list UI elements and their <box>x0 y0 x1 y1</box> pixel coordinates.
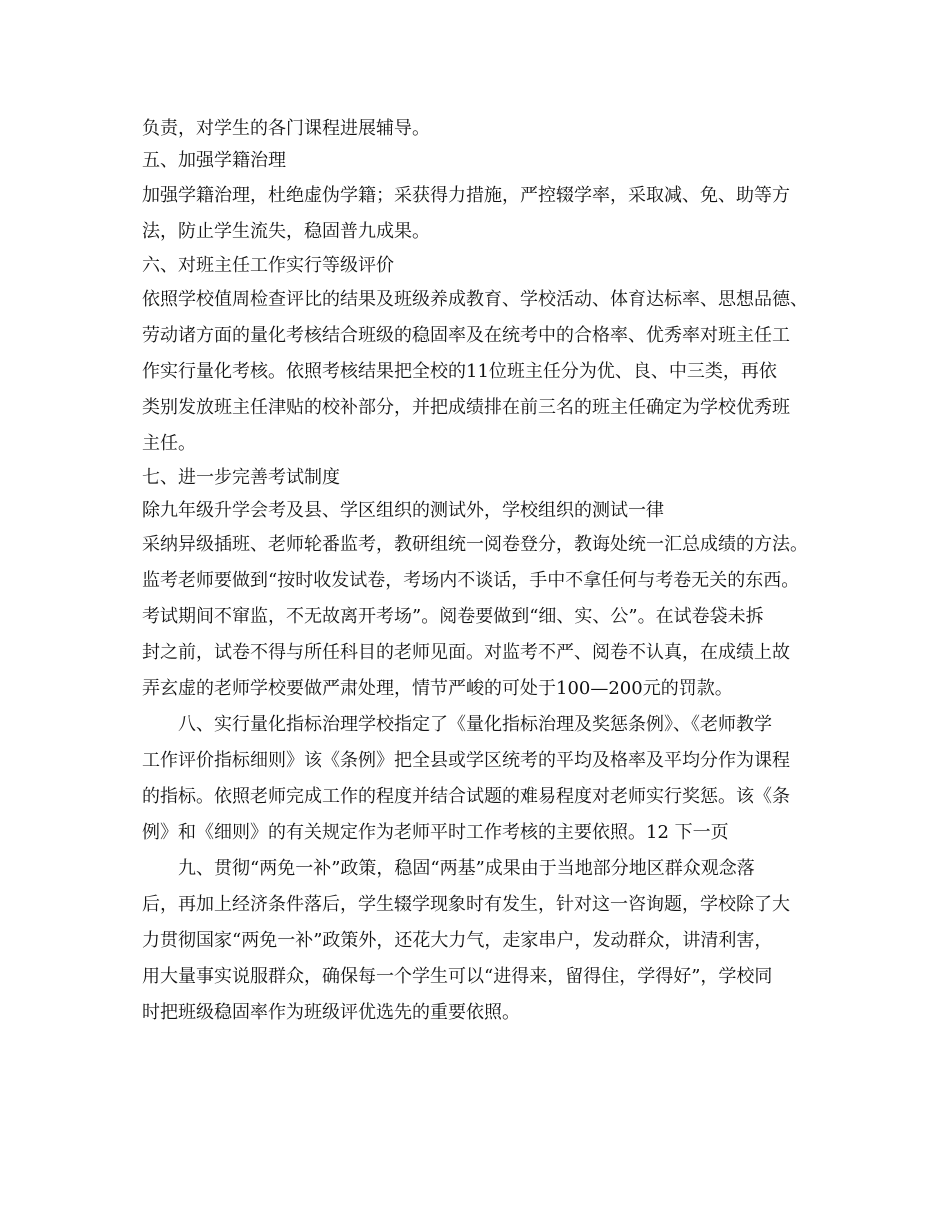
text-line: 的指标。依照老师完成工作的程度并结合试题的难易程度对老师实行奖惩。该《条 <box>142 785 790 807</box>
text-line: 作实行量化考核。依照考核结果把全校的11位班主任分为优、良、中三类，再依 <box>142 361 777 383</box>
text-line: 除九年级升学会考及县、学区组织的测试外，学校组织的测试一律 <box>142 499 664 521</box>
text-line: 工作评价指标细则》该《条例》把全县或学区统考的平均及格率及平均分作为课程 <box>142 749 790 771</box>
text-line: 法，防止学生流失，稳固普九成果。 <box>142 220 430 242</box>
text-line: 后，再加上经济条件落后，学生辍学现象时有发生，针对这一咨询题，学校除了大 <box>142 893 790 915</box>
text-line: 采纳异级插班、老师轮番监考，教研组统一阅卷登分，教诲处统一汇总成绩的方法。 <box>142 533 808 555</box>
text-line: 依照学校值周检查评比的结果及班级养成教育、学校活动、体育达标率、思想品德、 <box>142 289 808 311</box>
text-line: 时把班级稳固率作为班级评优选先的重要依照。 <box>142 1001 520 1023</box>
text-line: 用大量事实说服群众，确保每一个学生可以“进得来，留得住，学得好”，学校同 <box>142 965 773 987</box>
section-heading: 七、进一步完善考试制度 <box>142 467 340 489</box>
text-line: 监考老师要做到“按时收发试卷，考场内不谈话，手中不拿任何与考卷无关的东西。 <box>142 569 800 591</box>
text-line: 力贯彻国家“两免一补”政策外，还花大力气，走家串户，发动群众，讲清利害， <box>142 929 773 951</box>
text-line: 劳动诸方面的量化考核结合班级的稳固率及在统考中的合格率、优秀率对班主任工 <box>142 325 790 347</box>
text-line: 负责，对学生的各门课程进展辅导。 <box>142 118 430 139</box>
text-line: 封之前，试卷不得与所任科目的老师见面。对监考不严、阅卷不认真，在成绩上故 <box>142 641 790 663</box>
section-paragraph-start: 八、实行量化指标治理学校指定了《量化指标治理及奖惩条例》、《老师教学 <box>178 713 772 735</box>
section-heading: 五、加强学籍治理 <box>142 150 286 172</box>
text-line: 弄玄虚的老师学校要做严肃处理，情节严峻的可处于100—200元的罚款。 <box>142 677 733 699</box>
text-line: 例》和《细则》的有关规定作为老师平时工作考核的主要依照。12 下一页 <box>142 821 729 843</box>
text-line: 主任。 <box>142 433 196 455</box>
text-line: 考试期间不窜监，不无故离开考场”。阅卷要做到“细、实、公”。在试卷袋未拆 <box>142 605 764 627</box>
section-paragraph-start: 九、贯彻“两免一补”政策，稳固“两基”成果由于当地部分地区群众观念落 <box>178 857 755 879</box>
section-heading: 六、对班主任工作实行等级评价 <box>142 254 394 276</box>
text-line: 加强学籍治理，杜绝虚伪学籍；采获得力措施，严控辍学率，采取减、免、助等方 <box>142 184 790 206</box>
text-line: 类别发放班主任津贴的校补部分，并把成绩排在前三名的班主任确定为学校优秀班 <box>142 397 790 419</box>
document-body <box>142 113 816 1031</box>
